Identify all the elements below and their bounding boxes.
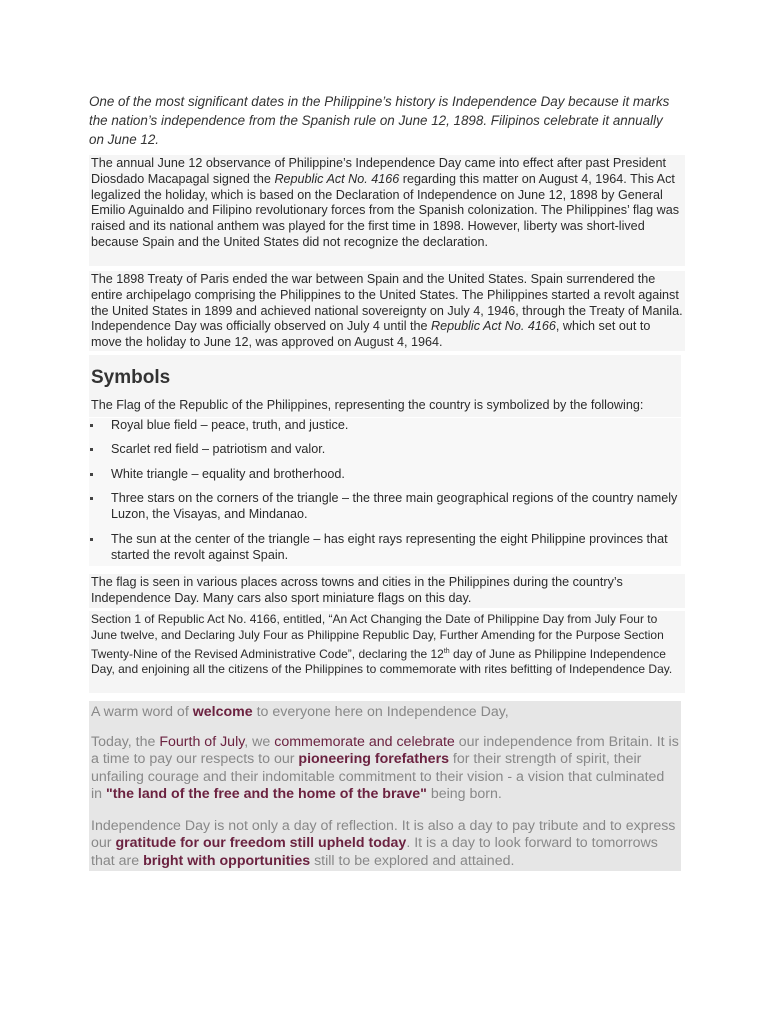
welcome-speech-box [89, 701, 681, 871]
text-run: , we [244, 734, 275, 750]
flag-paragraph: The flag is seen in various places across towns and cities in the Philippines during the country’s Independence Day. Many cars also sport miniature flags on this day. [89, 574, 685, 608]
text-run: day of June as Philippine Independence Day, and enjoining all the citizens of the Philippines to commemorate with rites befitting of Independence Day. [91, 646, 673, 677]
text-run: for their strength of spirit, their unfailing courage and their indomitable commitment to their vision - a vision that culminated in [91, 751, 665, 803]
text-run: The annual June 12 observance of Philippine’s Independence Day came into effect after past President Diosdado Macapagal signed the [91, 156, 667, 186]
reflection-paragraph [91, 818, 679, 870]
text-run: Independence Day is not only a day of reflection. It is also a day to pay tribute and to express our [91, 818, 676, 852]
section-1-paragraph [89, 611, 685, 693]
text-run: to everyone here on Independence Day, [252, 704, 509, 720]
text-run: regarding this matter on August 4, 1964. This Act legalized the holiday, which is based on the Declaration of Independence on June 12, 1898 by General Emilio Aguinaldo and Filipino revolutionary forces from the Spanish colonization. The Philippines’ flag was raised and its national anthem was played for the first time in 1898. However, liberty was short-lived because Spain and the United States did not recognize the declaration. [91, 171, 680, 249]
highlight-text: pioneering forefathers [298, 751, 449, 768]
text-run: Today, the [91, 734, 160, 750]
highlight-text: bright with opportunities [143, 852, 311, 869]
symbols-heading: Symbols [91, 367, 171, 388]
intro-paragraph: One of the most significant dates in the Philippine’s history is Independence Day because it marks the nation’s independence from the Spanish rule on June 12, 1898. Filipinos celebrate it annually on June 12. [89, 94, 670, 147]
list-item: The sun at the center of the triangle – has eight rays representing the eight Philippine provinces that started the revolt against Spain. [89, 532, 681, 564]
welcome-line [91, 704, 679, 721]
highlight-text: welcome [192, 704, 253, 720]
text-run: our independence from Britain. It is a time to pay our respects to our [91, 734, 679, 768]
list-item: Scarlet red field – patriotism and valor. [89, 442, 681, 458]
highlight-text: Fourth of July [159, 734, 245, 750]
highlight-text: "the land of the free and the home of the brave" [105, 786, 427, 803]
symbols-section-header [89, 355, 681, 417]
text-run: being born. [426, 786, 502, 803]
symbols-intro: The Flag of the Republic of the Philippines, representing the country is symbolized by the following: [91, 398, 644, 412]
act-reference: Republic Act No. 4166 [274, 171, 400, 186]
highlight-text: gratitude for our freedom still upheld today [115, 835, 407, 852]
list-item: Royal blue field – peace, truth, and justice. [89, 418, 681, 434]
text-run: , which set out to move the holiday to June 12, was approved on August 4, 1964. [91, 319, 651, 350]
flag-symbols-list [89, 418, 681, 566]
act-reference: Republic Act No. 4166 [431, 319, 556, 334]
history-paragraph-2 [89, 271, 685, 351]
list-item: White triangle – equality and brotherhood. [89, 467, 681, 483]
list-item: Three stars on the corners of the triangle – the three main geographical regions of the country namely Luzon, the Visayas, and Mindanao. [89, 491, 681, 523]
fourth-of-july-paragraph [91, 734, 679, 804]
text-run: The 1898 Treaty of Paris ended the war between Spain and the United States. Spain surrendered the entire archipelago comprising the Philippines to the United States. The Philippines started a revolt against the United States in 1899 and achieved national sovereignty on July 4, 1946, through the Treaty of Manila. Independence Day was officially observed on July 4 until the [91, 272, 683, 334]
ordinal-suffix: th [443, 647, 450, 655]
text-run: Section 1 of Republic Act No. 4166, entitled, “An Act Changing the Date of Philippine Day from July Four to June twelve, and Declaring July Four as Philippine Republic Day, Further Amending for the Purpose Section Twenty-Nine of the Revised Administrative Code”, declaring the 12 [91, 612, 664, 661]
text-run: still to be explored and attained. [310, 852, 515, 869]
text-run: . It is a day to look forward to tomorrows that are [91, 835, 658, 869]
highlight-text: commemorate and celebrate [274, 734, 455, 750]
history-paragraph-1 [89, 155, 685, 266]
text-run: A warm word of [91, 704, 193, 720]
